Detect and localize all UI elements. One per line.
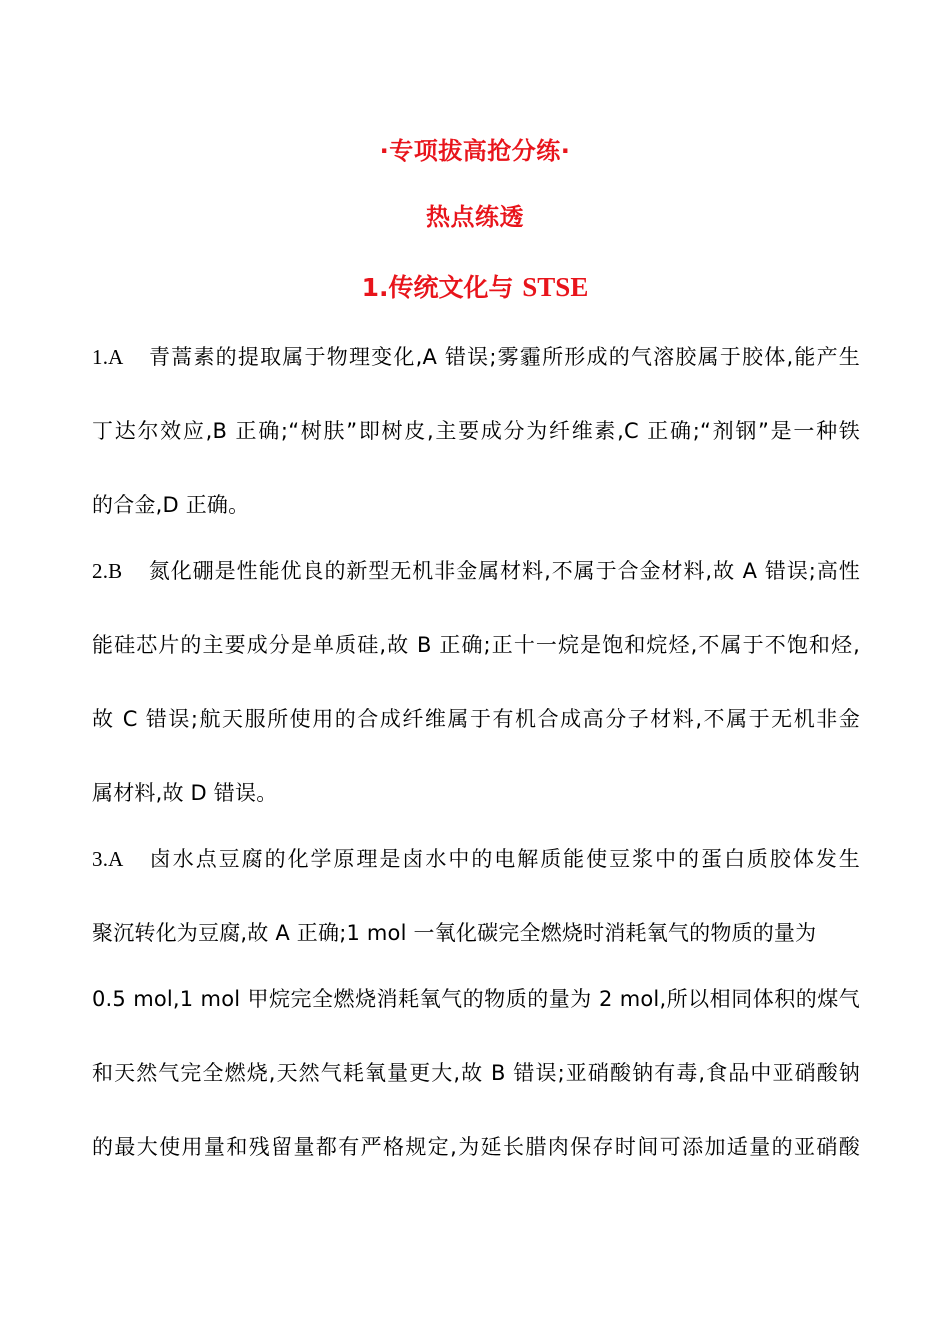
topic-heading	[0, 270, 950, 305]
answer-2-line-1: 2.B 氮化硼是性能优良的新型无机非金属材料,不属于合金材料,故 A 错误;高性	[92, 556, 860, 586]
answer-3-line-1: 3.A 卤水点豆腐的化学原理是卤水中的电解质能使豆浆中的蛋白质胶体发生	[92, 844, 860, 874]
topic-number: 1.	[361, 273, 389, 302]
answer-1-line-1: 1.A 青蒿素的提取属于物理变化,A 错误;雾霾所形成的气溶胶属于胶体,能产生	[92, 342, 860, 372]
answer-2-line-4: 属材料,故 D 错误。	[92, 781, 278, 805]
answer-3-line-4: 和天然气完全燃烧,天然气耗氧量更大,故 B 错误;亚硝酸钠有毒,食品中亚硝酸钠	[92, 1061, 860, 1085]
answer-3-line-2: 聚沉转化为豆腐,故 A 正确;1 mol 一氧化碳完全燃烧时消耗氧气的物质的量为	[92, 921, 817, 945]
section-heading: ·专项拔高抢分练·	[379, 137, 571, 165]
answer-3-label: 3.A	[92, 847, 124, 871]
topic-chinese: 传统文化与	[388, 273, 514, 302]
answer-1-line-3: 的合金,D 正确。	[92, 493, 250, 517]
answer-3-line-5: 的最大使用量和残留量都有严格规定,为延长腊肉保存时间可添加适量的亚硝酸	[92, 1135, 860, 1159]
answer-1-label: 1.A	[92, 345, 124, 369]
topic-latin: STSE	[522, 272, 589, 302]
answer-2-line-2: 能硅芯片的主要成分是单质硅,故 B 正确;正十一烷是饱和烷烃,不属于不饱和烃,	[92, 633, 860, 657]
answer-3-line-3: 0.5 mol,1 mol 甲烷完全燃烧消耗氧气的物质的量为 2 mol,所以相同体积的煤气	[92, 987, 860, 1011]
answer-1-line-2: 丁达尔效应,B 正确;“树肤”即树皮,主要成分为纤维素,C 正确;“剂钢”是一种铁	[92, 419, 860, 443]
answer-2-line-3: 故 C 错误;航天服所使用的合成纤维属于有机合成高分子材料,不属于无机非金	[92, 707, 860, 731]
answer-2-label: 2.B	[92, 559, 123, 583]
subtitle-heading: 热点练透	[426, 203, 524, 231]
